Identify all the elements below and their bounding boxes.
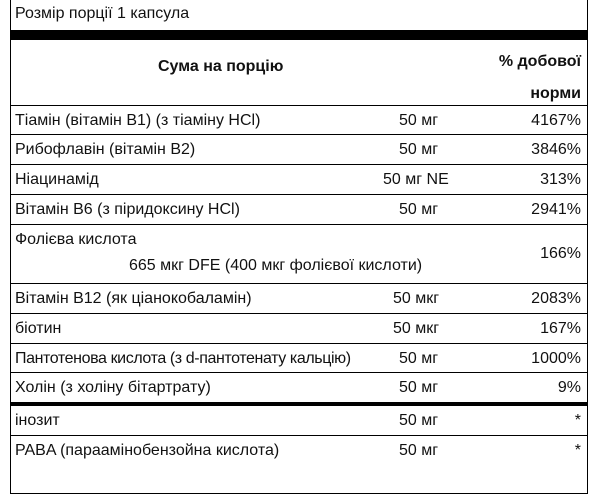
nutrient-daily-value: 1000% — [531, 350, 581, 367]
table-row — [11, 373, 587, 402]
table-row — [11, 165, 587, 195]
nutrient-name: біотин — [15, 320, 62, 337]
serving-size: Розмір порції 1 капсула — [15, 5, 190, 22]
daily-value-heading-line1: % добової — [498, 53, 581, 70]
daily-value-heading — [461, 46, 581, 110]
nutrient-daily-value: 2941% — [531, 201, 581, 218]
nutrient-daily-value: 2083% — [531, 290, 581, 307]
nutrient-amount: 50 мг — [399, 141, 439, 158]
nutrient-amount: 50 мг — [399, 379, 439, 396]
amount-per-serving-heading: Сума на порцію — [158, 58, 284, 75]
nutrient-daily-value: 4167% — [531, 112, 581, 129]
nutrient-name: PABA (параамінобензойна кислота) — [15, 442, 280, 459]
table-row — [11, 436, 587, 466]
nutrient-amount: 50 мкг — [393, 320, 440, 337]
table-row — [11, 406, 587, 436]
nutrient-name: Вітамін B12 (як ціанокобаламін) — [15, 290, 252, 307]
nutrient-amount: 50 мг — [399, 112, 439, 129]
table-row — [11, 344, 587, 373]
nutrient-daily-value: 166% — [540, 245, 581, 262]
nutrient-amount: 50 мг NE — [383, 171, 449, 188]
table-row — [11, 195, 587, 225]
nutrient-amount: 50 мкг — [393, 290, 440, 307]
table-row — [11, 284, 587, 314]
nutrient-name: Холін (з холіну бітартрату) — [15, 379, 211, 396]
nutrient-amount: 50 мг — [399, 442, 439, 459]
table-row — [11, 225, 587, 284]
nutrient-amount: 50 мг — [399, 412, 439, 429]
nutrient-name: Рибофлавін (вітамін B2) — [15, 141, 196, 158]
table-row — [11, 106, 587, 135]
nutrient-name: Вітамін B6 (з піридоксину HCl) — [15, 201, 240, 218]
nutrient-name: Фолієва кислота — [15, 231, 137, 248]
nutrient-daily-value: 167% — [540, 320, 581, 337]
nutrient-daily-value: * — [574, 412, 581, 429]
nutrient-amount: 50 мг — [399, 201, 439, 218]
nutrient-daily-value: * — [574, 442, 581, 459]
nutrient-daily-value: 9% — [557, 379, 581, 396]
nutrient-amount: 50 мг — [399, 350, 439, 367]
nutrient-daily-value: 3846% — [531, 141, 581, 158]
table-row — [11, 314, 587, 344]
table-header — [11, 40, 587, 106]
nutrient-name: Ніацинамід — [15, 171, 99, 188]
supplement-facts-panel — [10, 0, 588, 494]
thick-divider — [11, 30, 587, 40]
daily-value-heading-line2: норми — [530, 85, 581, 102]
nutrient-name: Пантотенова кислота (з d-пантотенату кальцію) — [15, 350, 351, 367]
nutrient-daily-value: 313% — [540, 171, 581, 188]
nutrient-amount: 665 мкг DFE (400 мкг фолієвої кислоти) — [129, 257, 423, 274]
table-row — [11, 135, 587, 165]
nutrient-name: Тіамін (вітамін B1) (з тіаміну HCl) — [15, 112, 261, 129]
nutrient-name: інозит — [15, 412, 60, 429]
